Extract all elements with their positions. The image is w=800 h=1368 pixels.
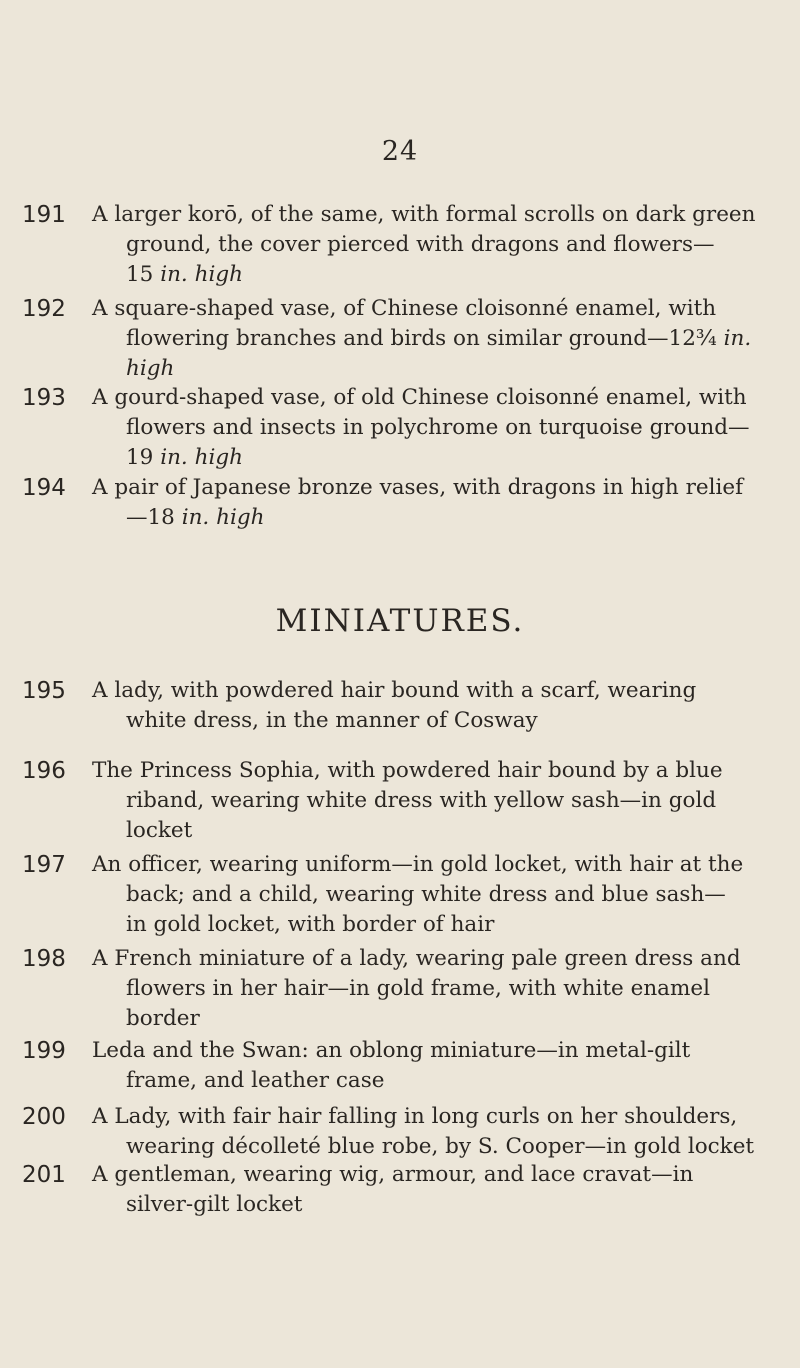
lot-number: 197 bbox=[22, 852, 66, 878]
description-line: A square-shaped vase, of Chinese cloisonné enamel, with bbox=[92, 296, 717, 321]
description-line: A larger korō, of the same, with formal scrolls on dark green bbox=[92, 202, 756, 227]
description-line: The Princess Sophia, with powdered hair bound by a blue bbox=[92, 758, 723, 783]
lot-number: 200 bbox=[22, 1104, 66, 1130]
description-line: back; and a child, wearing white dress and blue sash— bbox=[126, 882, 726, 907]
description-line: A pair of Japanese bronze vases, with dragons in high relief bbox=[92, 475, 744, 500]
description-line: A French miniature of a lady, wearing pale green dress and bbox=[92, 946, 741, 971]
description-line: riband, wearing white dress with yellow sash—in gold bbox=[126, 788, 717, 813]
page-number: 24 bbox=[381, 136, 419, 167]
lot-number: 192 bbox=[22, 296, 66, 322]
description-line: A Lady, with fair hair falling in long curls on her shoulders, bbox=[92, 1104, 738, 1129]
lot-number: 194 bbox=[22, 475, 66, 501]
lot-description bbox=[92, 294, 752, 384]
description-line: 15 in. high bbox=[126, 262, 243, 287]
description-line: in gold locket, with border of hair bbox=[126, 912, 495, 937]
lot-description bbox=[92, 756, 723, 846]
lot-description bbox=[92, 944, 741, 1034]
description-line: border bbox=[126, 1006, 200, 1031]
lot-number: 191 bbox=[22, 202, 66, 228]
description-line: Leda and the Swan: an oblong miniature—in metal-gilt bbox=[92, 1038, 691, 1063]
description-line: high bbox=[126, 356, 175, 381]
lot-number: 195 bbox=[22, 678, 66, 704]
lot-description bbox=[92, 1102, 755, 1162]
description-line: —18 in. high bbox=[126, 505, 265, 530]
description-line: wearing décolleté blue robe, by S. Cooper—in gold locket bbox=[126, 1134, 755, 1159]
description-line: ground, the cover pierced with dragons and flowers— bbox=[126, 232, 715, 257]
lot-number: 196 bbox=[22, 758, 66, 784]
section-heading: MINIATURES. bbox=[275, 603, 525, 639]
description-line: silver-gilt locket bbox=[126, 1192, 303, 1217]
description-line: 19 in. high bbox=[126, 445, 243, 470]
lot-number: 193 bbox=[22, 385, 66, 411]
lot-description bbox=[92, 676, 712, 736]
description-line: A lady, with powdered hair bound with a scarf, wearing bbox=[92, 678, 697, 703]
lot-description bbox=[92, 473, 744, 533]
description-line: flowering branches and birds on similar ground—12¾ in. bbox=[126, 326, 752, 351]
lot-description bbox=[92, 850, 744, 940]
lot-number: 199 bbox=[22, 1038, 66, 1064]
lot-number: 198 bbox=[22, 946, 66, 972]
description-line: flowers in her hair—in gold frame, with white enamel bbox=[126, 976, 710, 1001]
description-line: flowers and insects in polychrome on turquoise ground— bbox=[126, 415, 750, 440]
description-line: An officer, wearing uniform—in gold locket, with hair at the bbox=[92, 852, 744, 877]
description-line: white dress, in the manner of Cosway bbox=[126, 708, 538, 733]
lot-description bbox=[92, 1036, 712, 1096]
lot-description bbox=[92, 1160, 712, 1220]
description-line: A gentleman, wearing wig, armour, and lace cravat—in bbox=[92, 1162, 694, 1187]
lot-description bbox=[92, 383, 750, 473]
description-line: frame, and leather case bbox=[126, 1068, 385, 1093]
description-line: A gourd-shaped vase, of old Chinese cloisonné enamel, with bbox=[92, 385, 747, 410]
description-line: locket bbox=[126, 818, 193, 843]
lot-description bbox=[92, 200, 756, 290]
lot-number: 201 bbox=[22, 1162, 66, 1188]
